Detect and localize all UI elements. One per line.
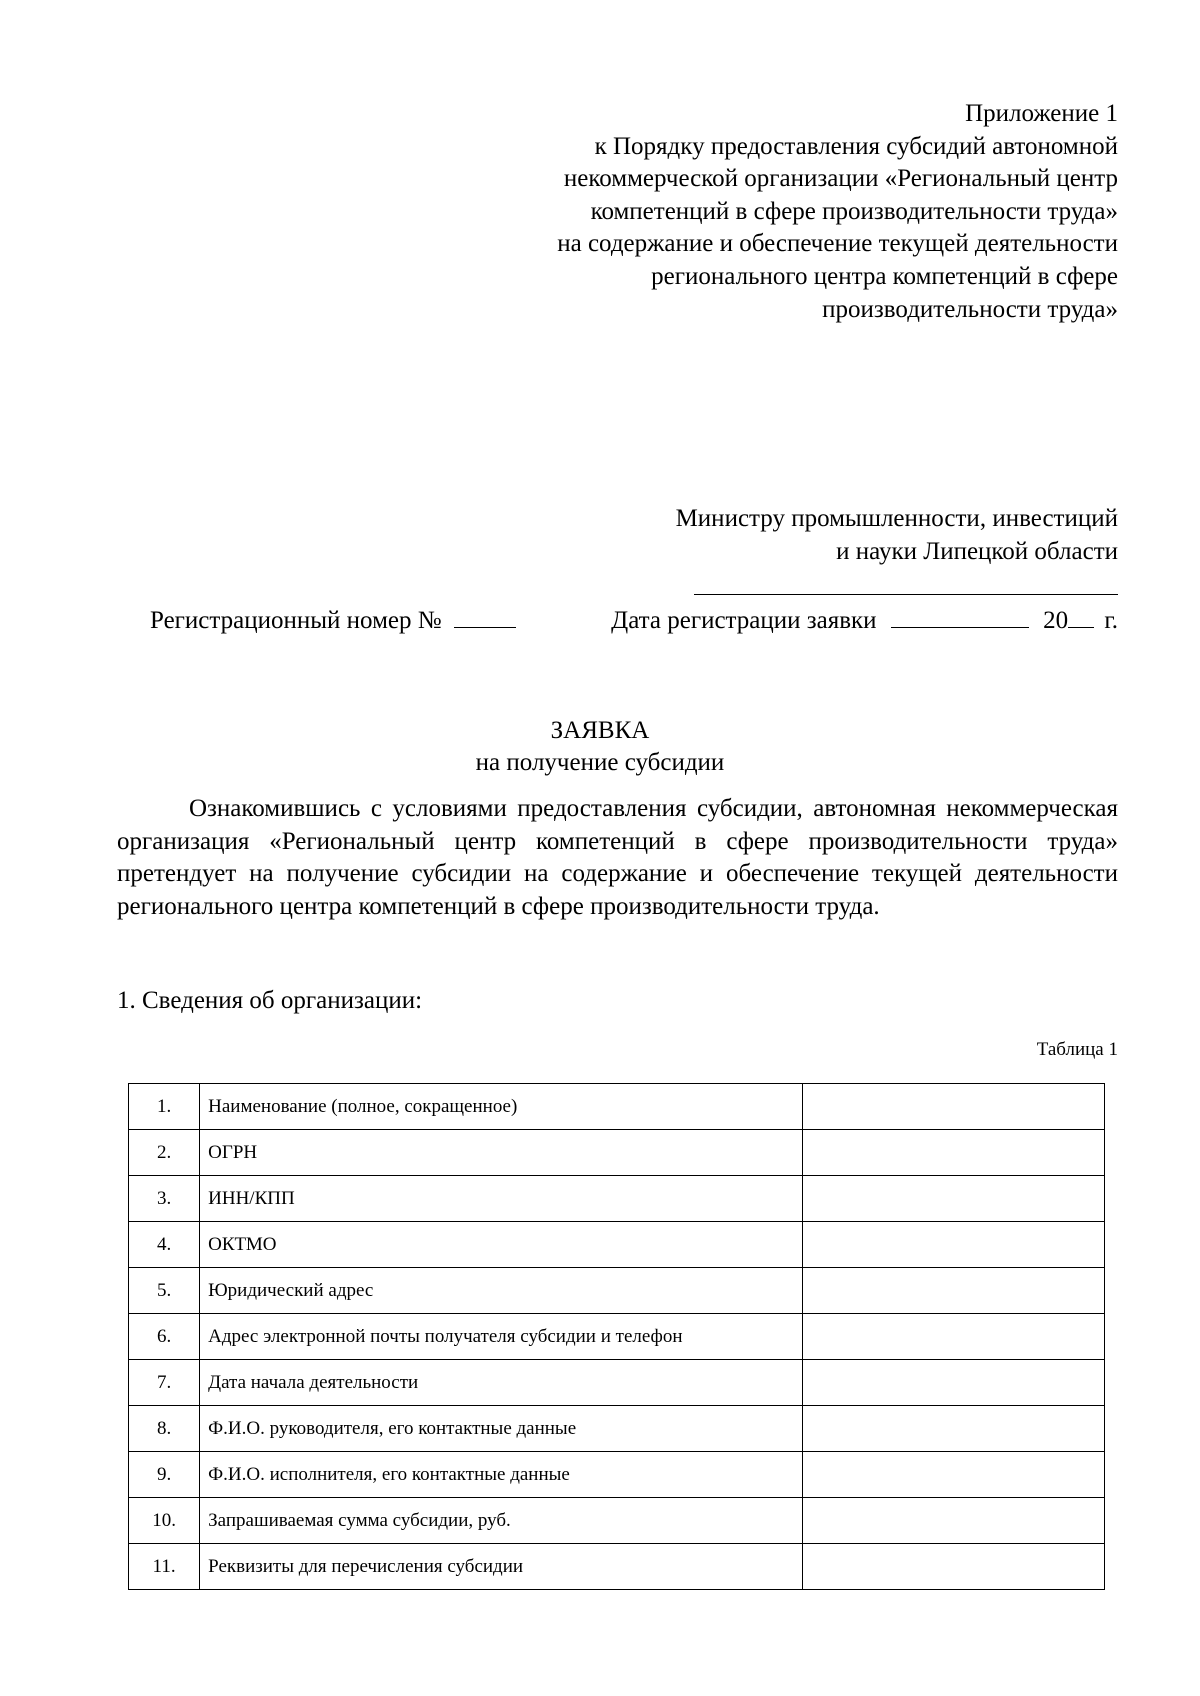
registration-number-blank[interactable] — [454, 603, 516, 628]
row-value-cell[interactable] — [803, 1360, 1105, 1406]
row-number: 11. — [129, 1544, 200, 1590]
signature-blank-line — [694, 594, 1118, 595]
row-value-cell[interactable] — [803, 1084, 1105, 1130]
row-value-cell[interactable] — [803, 1176, 1105, 1222]
row-label: ОГРН — [200, 1130, 803, 1176]
table-row — [129, 1544, 1105, 1590]
appendix-line: производительности труда» — [822, 295, 1118, 323]
row-number: 5. — [129, 1268, 200, 1314]
row-number: 9. — [129, 1452, 200, 1498]
row-value-cell[interactable] — [803, 1452, 1105, 1498]
registration-line — [150, 603, 1118, 637]
row-number: 10. — [129, 1498, 200, 1544]
appendix-line: компетенций в сфере производительности труда» — [590, 197, 1118, 225]
row-value-cell[interactable] — [803, 1268, 1105, 1314]
intro-paragraph: Ознакомившись с условиями предоставления субсидии, автономная некоммерческая организация «Региональный центр компетенций в сфере производительности труда» претендует на получение субсидии на содержание и обеспечение текущей деятельности регионального центра компетенций в сфере производительности труда. — [117, 795, 1118, 920]
row-value-cell[interactable] — [803, 1314, 1105, 1360]
row-number: 8. — [129, 1406, 200, 1452]
row-value-cell[interactable] — [803, 1498, 1105, 1544]
row-number: 7. — [129, 1360, 200, 1406]
row-label: Адрес электронной почты получателя субсидии и телефон — [200, 1314, 803, 1360]
table-row — [129, 1130, 1105, 1176]
row-label: Запрашиваемая сумма субсидии, руб. — [200, 1498, 803, 1544]
row-number: 1. — [129, 1084, 200, 1130]
row-number: 6. — [129, 1314, 200, 1360]
row-number: 3. — [129, 1176, 200, 1222]
row-label: ОКТМО — [200, 1222, 803, 1268]
appendix-line: к Порядку предоставления субсидий автономной — [594, 132, 1118, 160]
addressee-block — [676, 503, 1118, 568]
addressee-line: и науки Липецкой области — [836, 537, 1118, 565]
registration-number-label: Регистрационный номер № — [150, 607, 442, 634]
row-value-cell[interactable] — [803, 1544, 1105, 1590]
appendix-line: некоммерческой организации «Региональный центр — [563, 165, 1118, 193]
row-label: ИНН/КПП — [200, 1176, 803, 1222]
registration-date-label: Дата регистрации заявки — [611, 607, 877, 634]
table-row — [129, 1268, 1105, 1314]
table-caption: Таблица 1 — [1036, 1039, 1118, 1060]
row-number: 2. — [129, 1130, 200, 1176]
table-row — [129, 1406, 1105, 1452]
table-row — [129, 1084, 1105, 1130]
section-heading: 1. Сведения об организации: — [117, 987, 423, 1014]
appendix-line: Приложение 1 — [965, 100, 1118, 127]
registration-date-group — [611, 603, 1118, 637]
table-row — [129, 1498, 1105, 1544]
appendix-line: на содержание и обеспечение текущей деятельности — [557, 230, 1118, 258]
row-label: Дата начала деятельности — [200, 1360, 803, 1406]
row-value-cell[interactable] — [803, 1130, 1105, 1176]
addressee-line: Министру промышленности, инвестиций — [675, 505, 1118, 532]
appendix-header — [557, 98, 1118, 326]
table-row — [129, 1176, 1105, 1222]
row-number: 4. — [129, 1222, 200, 1268]
registration-year-suffix: г. — [1104, 607, 1118, 634]
document-title: ЗАЯВКА — [550, 717, 650, 744]
row-label: Наименование (полное, сокращенное) — [200, 1084, 803, 1130]
registration-year-blank[interactable] — [1068, 603, 1094, 628]
registration-number-group — [150, 603, 516, 637]
row-label: Ф.И.О. руководителя, его контактные данные — [200, 1406, 803, 1452]
appendix-line: регионального центра компетенций в сфере — [651, 262, 1118, 290]
row-label: Реквизиты для перечисления субсидии — [200, 1544, 803, 1590]
row-value-cell[interactable] — [803, 1406, 1105, 1452]
row-label: Ф.И.О. исполнителя, его контактные данные — [200, 1452, 803, 1498]
organization-info-table — [128, 1083, 1105, 1590]
row-label: Юридический адрес — [200, 1268, 803, 1314]
row-value-cell[interactable] — [803, 1222, 1105, 1268]
document-subtitle: на получение субсидии — [475, 749, 725, 776]
registration-date-blank[interactable] — [891, 603, 1029, 628]
table-row — [129, 1314, 1105, 1360]
table-row — [129, 1222, 1105, 1268]
registration-year-prefix: 20 — [1043, 607, 1069, 634]
table-row — [129, 1452, 1105, 1498]
table-row — [129, 1360, 1105, 1406]
